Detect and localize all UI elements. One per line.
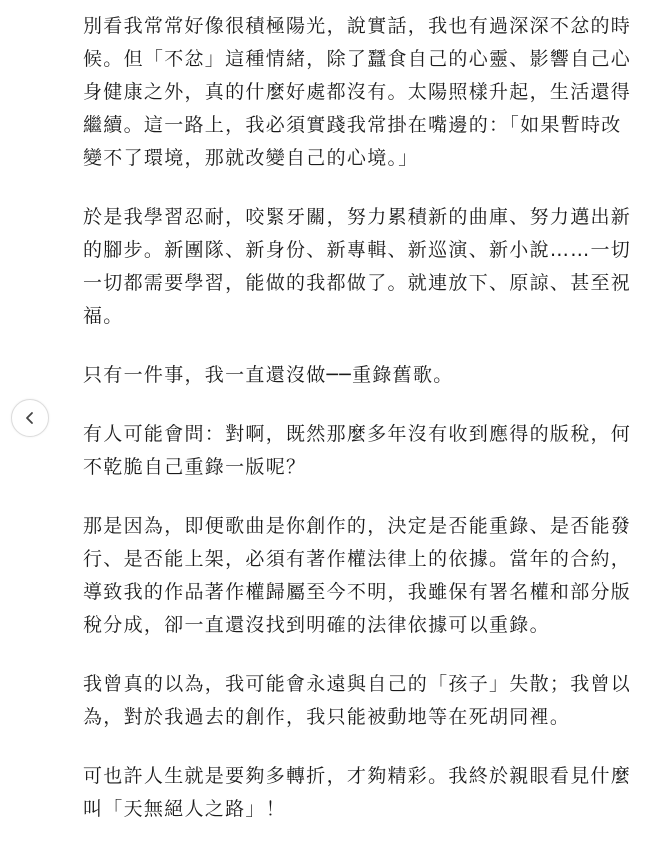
previous-slide-button[interactable] <box>11 399 49 437</box>
paragraph-5: 那是因為，即便歌曲是你創作的，決定是否能重錄、是否能發行、是否能上架，必須有著作權法律上的依據。當年的合約，導致我的作品著作權歸屬至今不明，我雖保有署名權和部分版稅分成，卻一直還沒找到明確的法律依據可以重錄。 <box>83 515 632 636</box>
paragraph-6: 我曾真的以為，我可能會永遠與自己的「孩子」失散；我曾以為，對於我過去的創作，我只能被動地等在死胡同裡。 <box>83 673 632 728</box>
chevron-left-icon <box>23 411 37 425</box>
paragraph-1: 別看我常常好像很積極陽光，說實話，我也有過深深不忿的時候。但「不忿」這種情緒，除了蠶食自己的心靈、影響自己心身健康之外，真的什麼好處都沒有。太陽照樣升起，生活還得繼續。這一路上，我必須實踐我常掛在嘴邊的：「如果暫時改變不了環境，那就改變自己的心境。」 <box>83 15 632 169</box>
paragraph-3: 只有一件事，我一直還沒做──重錄舊歌。 <box>83 364 454 386</box>
article-body <box>83 10 639 852</box>
paragraph-7: 可也許人生就是要夠多轉折，才夠精彩。我終於親眼看見什麼叫「天無絕人之路」！ <box>83 765 632 820</box>
paragraph-2: 於是我學習忍耐，咬緊牙關，努力累積新的曲庫、努力邁出新的腳步。新團隊、新身份、新專輯、新巡演、新小說……一切一切都需要學習，能做的我都做了。就連放下、原諒、甚至祝福。 <box>83 206 632 327</box>
paragraph-4: 有人可能會問：對啊，既然那麼多年沒有收到應得的版稅，何不乾脆自己重錄一版呢？ <box>83 423 632 478</box>
